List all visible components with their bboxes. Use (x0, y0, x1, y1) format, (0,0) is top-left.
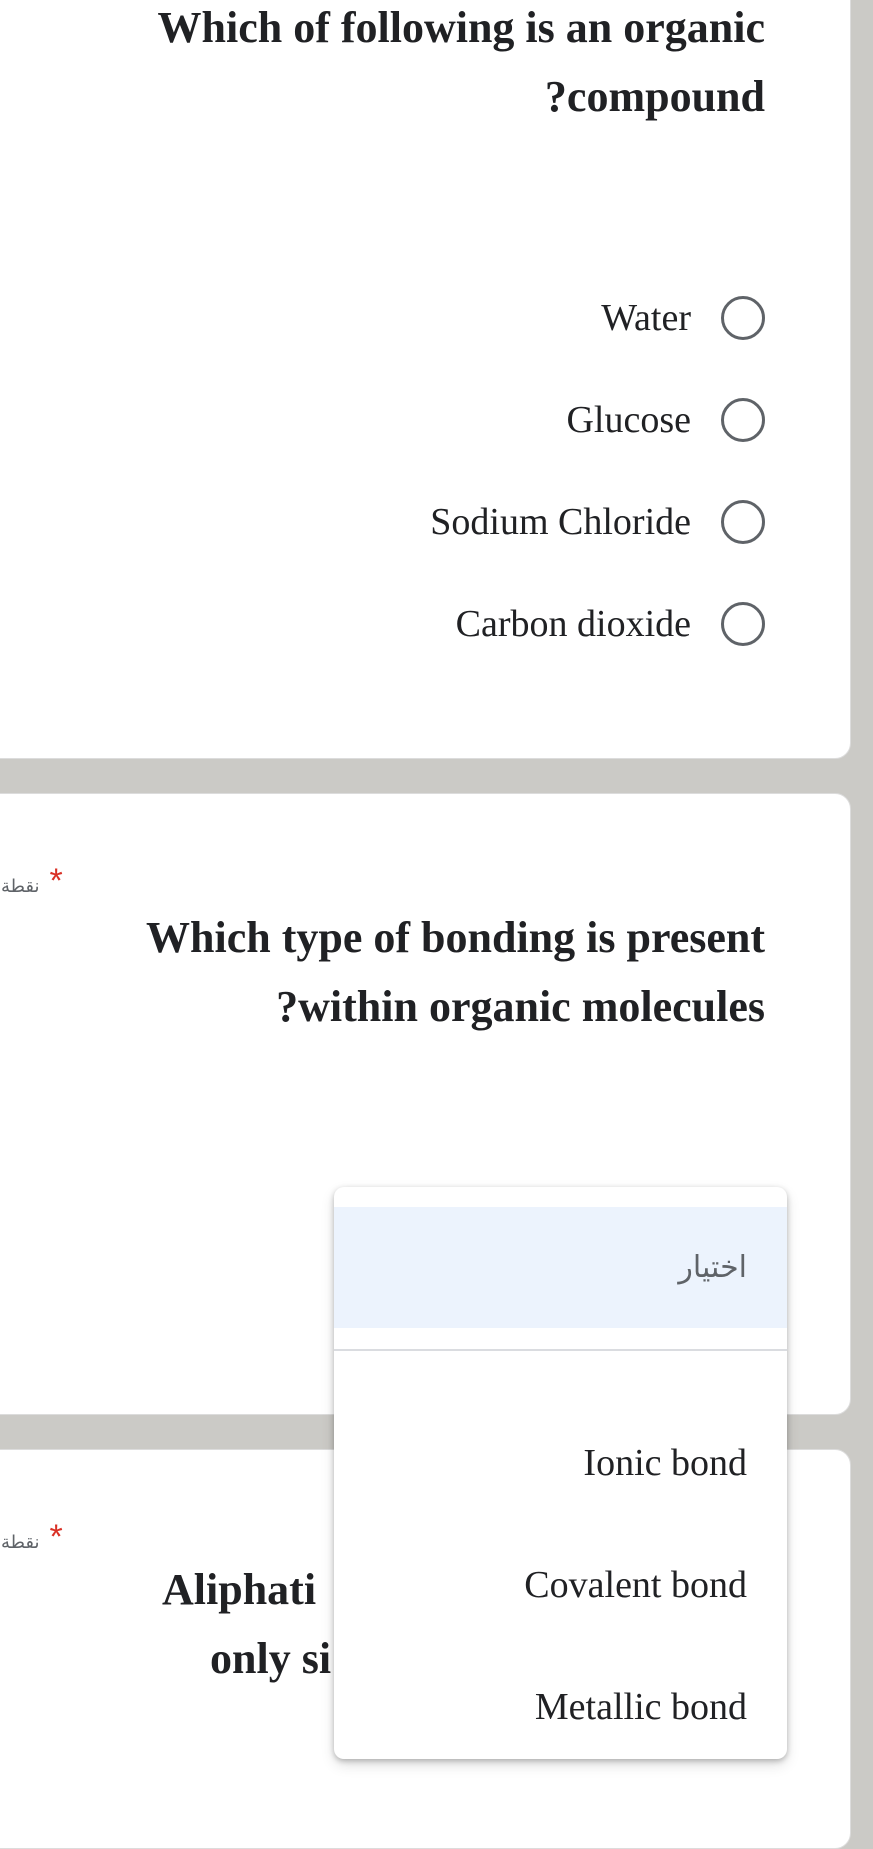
dropdown-option-metallic-bond[interactable]: Metallic bond (534, 1686, 747, 1728)
option-glucose[interactable] (566, 392, 765, 448)
question-title-partial: Aliphati (162, 1565, 317, 1614)
scrollbar[interactable] (851, 0, 873, 1773)
dropdown-option-placeholder[interactable]: اختيار (334, 1207, 787, 1328)
option-label: Sodium Chloride (430, 501, 691, 543)
points-label: نقطة (1, 1532, 40, 1553)
question-title-line: Which type of bonding is present (146, 913, 765, 962)
question-title-line: ?compound (544, 72, 765, 121)
option-label: Carbon dioxide (455, 603, 691, 645)
question-title-partial: only si (210, 1634, 332, 1683)
dropdown-option-ionic-bond[interactable]: Ionic bond (583, 1442, 747, 1484)
required-star: * (49, 862, 63, 900)
option-sodium-chloride[interactable] (430, 494, 765, 550)
option-label: Glucose (566, 399, 691, 441)
question-title (65, 0, 765, 131)
required-points (1, 1520, 63, 1554)
radio-button[interactable] (721, 296, 765, 340)
question-card-1 (0, 0, 851, 759)
radio-button[interactable] (721, 500, 765, 544)
question-title-line: ?within organic molecules (276, 982, 765, 1031)
required-star: * (49, 1518, 63, 1556)
required-points (1, 864, 63, 898)
radio-button[interactable] (721, 602, 765, 646)
question-title (65, 903, 765, 1041)
option-carbon-dioxide[interactable] (456, 596, 765, 652)
radio-button[interactable] (721, 398, 765, 442)
dropdown-divider (334, 1349, 787, 1351)
dropdown-option-covalent-bond[interactable]: Covalent bond (524, 1564, 747, 1606)
option-water[interactable] (601, 290, 765, 346)
dropdown-menu[interactable] (334, 1187, 787, 1759)
points-label: نقطة (1, 876, 40, 897)
question-title-line: Which of following is an organic (157, 3, 765, 52)
option-label: Water (601, 297, 691, 339)
